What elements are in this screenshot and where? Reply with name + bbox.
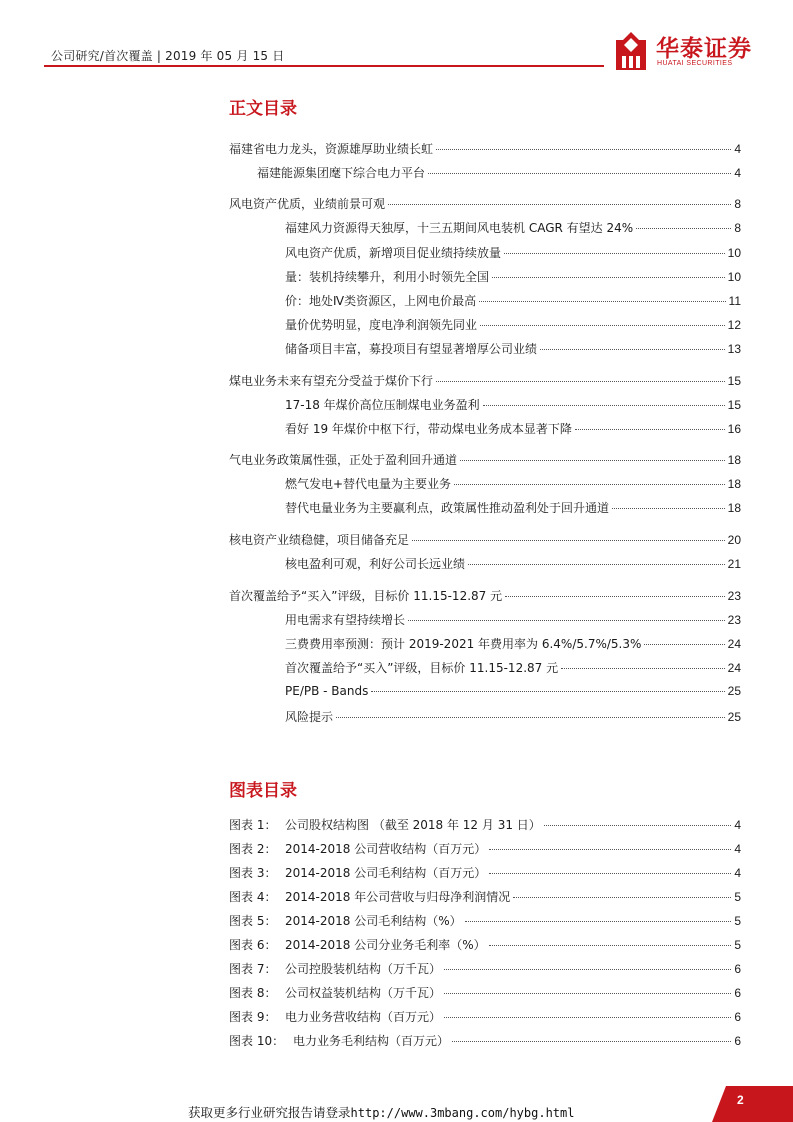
toc-item-page: 20 xyxy=(727,533,741,547)
toc-item-text: 风电资产优质，新增项目促业绩持续放量 xyxy=(285,246,502,260)
toc-item-page: 18 xyxy=(727,501,741,515)
toc-item-page: 23 xyxy=(727,589,741,603)
toc-item[interactable] xyxy=(285,268,741,286)
figure-item-page: 6 xyxy=(734,1010,741,1024)
toc-item-text: 看好 19 年煤价中枢下行，带动煤电业务成本显著下降 xyxy=(285,422,572,436)
figure-item-page: 6 xyxy=(734,986,741,1000)
report-meta: 公司研究/首次覆盖 | 2019 年 05 月 15 日 xyxy=(51,49,285,63)
toc-item[interactable] xyxy=(285,499,741,517)
toc-item[interactable] xyxy=(285,635,741,653)
toc-item-page: 10 xyxy=(727,246,741,260)
footer-promo-text: 获取更多行业研究报告请登录 xyxy=(188,1105,351,1120)
toc-item-page: 8 xyxy=(734,221,741,235)
figure-item-page: 5 xyxy=(734,914,741,928)
figure-item-text: 电力业务营收结构（百万元） xyxy=(285,1010,442,1024)
toc-item[interactable] xyxy=(229,140,741,158)
toc-item-text: 首次覆盖给予“买入”评级，目标价 11.15-12.87 元 xyxy=(229,589,503,603)
figure-item[interactable] xyxy=(229,864,741,881)
toc-item-page: 25 xyxy=(727,684,741,698)
toc-item[interactable] xyxy=(229,531,741,549)
toc-item[interactable] xyxy=(285,708,741,726)
figure-item-label: 图表 5： xyxy=(229,914,277,928)
toc-item-text: PE/PB - Bands xyxy=(285,684,369,698)
figure-item-label: 图表 8： xyxy=(229,986,277,1000)
toc-item-text: 首次覆盖给予“买入”评级，目标价 11.15-12.87 元 xyxy=(285,661,559,675)
figure-item-page: 5 xyxy=(734,890,741,904)
figure-item-text: 2014-2018 公司毛利结构（百万元） xyxy=(285,866,487,880)
toc-item-page: 24 xyxy=(727,637,741,651)
figure-item-page: 4 xyxy=(734,842,741,856)
huatai-logo xyxy=(616,30,751,72)
footer-link[interactable]: http://www.3mbang.com/hybg.html xyxy=(350,1106,575,1120)
toc-item-page: 4 xyxy=(734,142,741,156)
logo-english-name: HUATAI SECURITIES xyxy=(657,60,733,67)
toc-item-page: 10 xyxy=(727,270,741,284)
toc-item-text: 核电盈利可观，利好公司长远业绩 xyxy=(285,557,466,571)
figure-item[interactable] xyxy=(229,984,741,1001)
toc-item[interactable] xyxy=(229,451,741,469)
figure-item[interactable] xyxy=(229,912,741,929)
figure-item[interactable] xyxy=(229,960,741,977)
logo-chinese-name: 华泰证券 xyxy=(656,36,752,62)
toc-item[interactable] xyxy=(285,684,741,702)
figure-item-text: 公司控股装机结构（万千瓦） xyxy=(285,962,442,976)
huatai-logo-icon xyxy=(616,30,652,70)
figure-item[interactable] xyxy=(229,1008,741,1025)
toc-item-text: 替代电量业务为主要赢利点，政策属性推动盈利处于回升通道 xyxy=(285,501,610,515)
figure-item-label: 图表 10： xyxy=(229,1034,285,1048)
figure-item-text: 公司权益装机结构（万千瓦） xyxy=(285,986,442,1000)
figure-item-text: 2014-2018 公司分业务毛利率（%） xyxy=(285,938,486,952)
toc-item-text: 价：地处Ⅳ类资源区，上网电价最高 xyxy=(285,294,477,308)
figure-item-page: 6 xyxy=(734,1034,741,1048)
figure-item-page: 4 xyxy=(734,866,741,880)
header-divider xyxy=(44,65,604,67)
toc-item-page: 24 xyxy=(727,661,741,675)
toc-item[interactable] xyxy=(285,244,741,262)
toc-item-text: 煤电业务未来有望充分受益于煤价下行 xyxy=(229,374,434,388)
toc-item-text: 量价优势明显，度电净利润领先同业 xyxy=(285,318,478,332)
toc-item-page: 8 xyxy=(734,197,741,211)
toc-item[interactable] xyxy=(229,587,741,605)
toc-item-page: 11 xyxy=(728,294,741,308)
figure-item[interactable] xyxy=(229,840,741,857)
toc-item-page: 12 xyxy=(727,318,741,332)
toc-item-text: 气电业务政策属性强，正处于盈利回升通道 xyxy=(229,453,458,467)
toc-item[interactable] xyxy=(229,372,741,390)
figure-item[interactable] xyxy=(229,936,741,953)
toc-item-text: 燃气发电+替代电量为主要业务 xyxy=(285,477,452,491)
figure-item-text: 公司股权结构图 （截至 2018 年 12 月 31 日） xyxy=(285,818,541,832)
figure-item-label: 图表 4： xyxy=(229,890,277,904)
toc-item-page: 18 xyxy=(727,453,741,467)
figure-item[interactable] xyxy=(229,1032,741,1049)
figure-item-label: 图表 1： xyxy=(229,818,277,832)
figure-item-text: 2014-2018 年公司营收与归母净利润情况 xyxy=(285,890,511,904)
toc-item-page: 4 xyxy=(734,166,741,180)
toc-item[interactable] xyxy=(285,396,741,414)
toc-item-page: 13 xyxy=(727,342,741,356)
toc-item-text: 风电资产优质，业绩前景可观 xyxy=(229,197,386,211)
figure-item-label: 图表 2： xyxy=(229,842,277,856)
toc-item[interactable] xyxy=(285,340,741,358)
figure-item-label: 图表 3： xyxy=(229,866,277,880)
figure-item-page: 6 xyxy=(734,962,741,976)
figure-item-label: 图表 6： xyxy=(229,938,277,952)
toc-item[interactable] xyxy=(285,219,741,237)
figure-item-page: 4 xyxy=(734,818,741,832)
toc-item-page: 16 xyxy=(727,422,741,436)
toc-item[interactable] xyxy=(285,555,741,573)
toc-item-page: 25 xyxy=(727,710,741,724)
toc-item-text: 核电资产业绩稳健，项目储备充足 xyxy=(229,533,410,547)
figures-title: 图表目录 xyxy=(229,781,297,801)
figure-item-text: 电力业务毛利结构（百万元） xyxy=(293,1034,450,1048)
toc-item-text: 三费费用率预测：预计 2019-2021 年费用率为 6.4%/5.7%/5.3% xyxy=(285,637,642,651)
toc-item[interactable] xyxy=(285,316,741,334)
toc-item-text: 量：装机持续攀升，利用小时领先全国 xyxy=(285,270,490,284)
toc-title: 正文目录 xyxy=(229,99,297,119)
toc-item-text: 风险提示 xyxy=(285,710,334,724)
toc-item-text: 储备项目丰富，募投项目有望显著增厚公司业绩 xyxy=(285,342,538,356)
toc-item[interactable] xyxy=(257,164,741,182)
toc-item-text: 17-18 年煤价高位压制煤电业务盈利 xyxy=(285,398,480,412)
figure-item-text: 2014-2018 公司营收结构（百万元） xyxy=(285,842,487,856)
toc-item[interactable] xyxy=(285,292,741,310)
toc-item-text: 福建风力资源得天独厚，十三五期间风电装机 CAGR 有望达 24% xyxy=(285,221,634,235)
figure-item[interactable] xyxy=(229,888,741,905)
figure-item[interactable] xyxy=(229,816,741,833)
toc-item[interactable] xyxy=(229,195,741,213)
toc-item-page: 15 xyxy=(727,374,741,388)
toc-item-text: 用电需求有望持续增长 xyxy=(285,613,406,627)
toc-item-page: 23 xyxy=(727,613,741,627)
toc-item-page: 18 xyxy=(727,477,741,491)
figure-item-label: 图表 7： xyxy=(229,962,277,976)
figure-item-text: 2014-2018 公司毛利结构（%） xyxy=(285,914,462,928)
figure-item-label: 图表 9： xyxy=(229,1010,277,1024)
toc-item-page: 21 xyxy=(727,557,741,571)
toc-item-text: 福建省电力龙头，资源雄厚助业绩长虹 xyxy=(229,142,434,156)
page-number-tab xyxy=(712,1086,793,1122)
toc-item[interactable] xyxy=(285,611,741,629)
footer-promo xyxy=(188,1103,574,1121)
toc-item[interactable] xyxy=(285,420,741,438)
toc-item-page: 15 xyxy=(727,398,741,412)
toc-item[interactable] xyxy=(285,659,741,677)
toc-item-text: 福建能源集团麾下综合电力平台 xyxy=(257,166,426,180)
figure-item-page: 5 xyxy=(734,938,741,952)
page-number: 2 xyxy=(737,1093,744,1107)
toc-item[interactable] xyxy=(285,475,741,493)
